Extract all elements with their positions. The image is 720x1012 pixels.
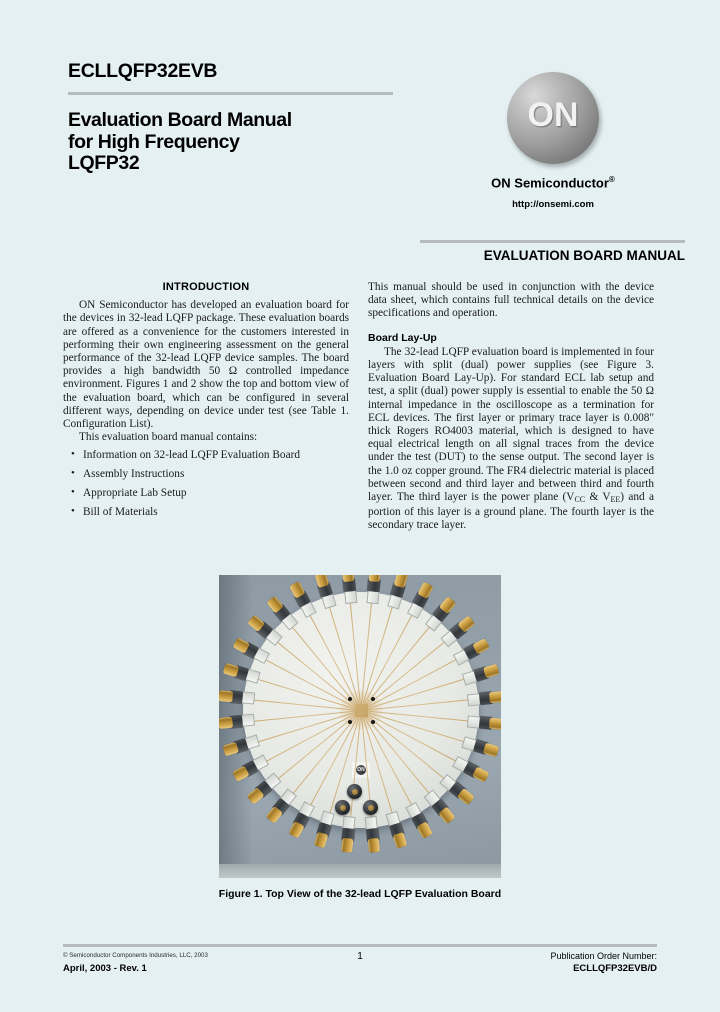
introduction-paragraph-2: This evaluation board manual contains: [79, 431, 258, 444]
power-banana-jack [347, 784, 362, 799]
on-sphere-label: ON [527, 96, 579, 134]
sma-connector-barrel [342, 838, 354, 853]
publication-order-number: ECLLQFP32EVB/D [573, 963, 657, 974]
page-title-line-1: Evaluation Board Manual [68, 109, 292, 131]
page-title [68, 110, 398, 175]
list-item: • Assembly Instructions [63, 468, 349, 481]
manual-label-divider [420, 240, 685, 243]
on-semiconductor-logo [418, 72, 688, 210]
photo-floor [219, 864, 501, 878]
sma-connector-barrel [393, 832, 408, 849]
page-header [0, 0, 720, 270]
publication-order-label: Publication Order Number: [550, 951, 657, 961]
list-item: • Bill of Materials [63, 506, 349, 519]
sma-connector-barrel [483, 742, 500, 757]
board-layup-text-part-2: ) and a portion of this layer is a ground plane. The fourth layer is the secondary trace layer. [368, 491, 654, 532]
manual-usage-paragraph: This manual should be used in conjunction with the device data sheet, which contains full technical details on the device specifications and operation. [368, 281, 654, 320]
circular-pcb [243, 592, 479, 828]
on-sphere-icon [507, 72, 599, 164]
document-code: ECLLQFP32EVB [68, 60, 218, 82]
figure-1 [219, 575, 501, 878]
page-number: 1 [357, 951, 363, 962]
footer-divider [63, 944, 657, 947]
sma-connector-barrel [219, 717, 233, 729]
board-layup-text-part-1: The 32-lead LQFP evaluation board is implemented in four layers with split (dual) power supplies (see Figure 3. Evaluation Board Lay-Up). For standard ECL lab setup and test, a split (dual) power supply is essential to enable the 50 Ω internal impedance in the oscilloscope as a termination for ECL devices. The first layer or primary trace layer is 0.008" thick Rogers RO4003 material, which is designed to have equal electrical length on all signal traces from the device under the test (DUT) to the sense output. The second layer is the 1.0 oz copper ground. The FR4 dielectric material is placed between second and third layer and between third and fourth layer. The third layer is the power plane (V [368, 345, 654, 504]
power-banana-jack [363, 800, 378, 815]
sma-connector-barrel [472, 766, 490, 782]
pcb-via [348, 720, 352, 724]
sma-connector-barrel [489, 690, 501, 702]
brand-name [418, 175, 688, 190]
header-divider [68, 92, 393, 95]
sma-connector-barrel [219, 691, 233, 703]
sma-connector-barrel [314, 832, 329, 849]
sma-connector-barrel [341, 575, 353, 582]
introduction-heading: INTRODUCTION [162, 281, 250, 293]
pcb-via [348, 697, 352, 701]
copyright-notice: © Semiconductor Components Industries, LLC, 2003 [63, 952, 208, 959]
page-title-line-2: for High Frequency [68, 130, 240, 153]
pcb-via [371, 720, 375, 724]
introduction-paragraph-1: ON Semiconductor has developed an evaluation board for the devices in 32-lead LQFP package. These evaluation boards are offered as a convenience for the customers interested in performing their own engineering assessment on the general performance of the 32-lead LQFP device samples. The board provides a high bandwidth 50 Ω controlled impedance environment. Figures 1 and 2 show the top and bottom view of the evaluation board, which can be configured in several different ways, depending on device under test (see Table 1. Configuration List). [63, 299, 349, 431]
sma-connector-barrel [368, 838, 380, 853]
board-layup-heading: Board Lay-Up [368, 331, 437, 344]
figure-caption: Figure 1. Top View of the 32-lead LQFP Evaluation Board [218, 888, 502, 900]
page-footer [63, 950, 657, 990]
page-title-line-3: LQFP32 [68, 152, 140, 174]
right-column [368, 281, 654, 533]
left-column [63, 281, 349, 524]
registered-trademark-icon: ® [608, 175, 615, 184]
vcc-subscript: CC [574, 495, 586, 505]
sma-connector-barrel [368, 575, 380, 582]
manual-contents-list [63, 449, 349, 518]
brand-url[interactable]: http://onsemi.com [512, 199, 594, 211]
board-layup-paragraph [368, 346, 654, 533]
list-item: • Appropriate Lab Setup [63, 487, 349, 500]
sma-connector-barrel [489, 717, 501, 729]
board-layup-text-mid: & V [585, 491, 611, 504]
sma-connector-barrel [417, 821, 433, 839]
revision-date: April, 2003 - Rev. 1 [63, 963, 147, 974]
brand-name-text: ON Semiconductor [491, 175, 609, 191]
power-banana-jack [335, 800, 350, 815]
manual-label: EVALUATION BOARD MANUAL [483, 248, 685, 263]
vee-subscript: EE [610, 495, 621, 505]
pcb-via [371, 697, 375, 701]
board-on-logo-icon [356, 765, 366, 775]
list-item: • Information on 32-lead LQFP Evaluation Board [63, 449, 349, 462]
evaluation-board-photo [219, 575, 501, 878]
